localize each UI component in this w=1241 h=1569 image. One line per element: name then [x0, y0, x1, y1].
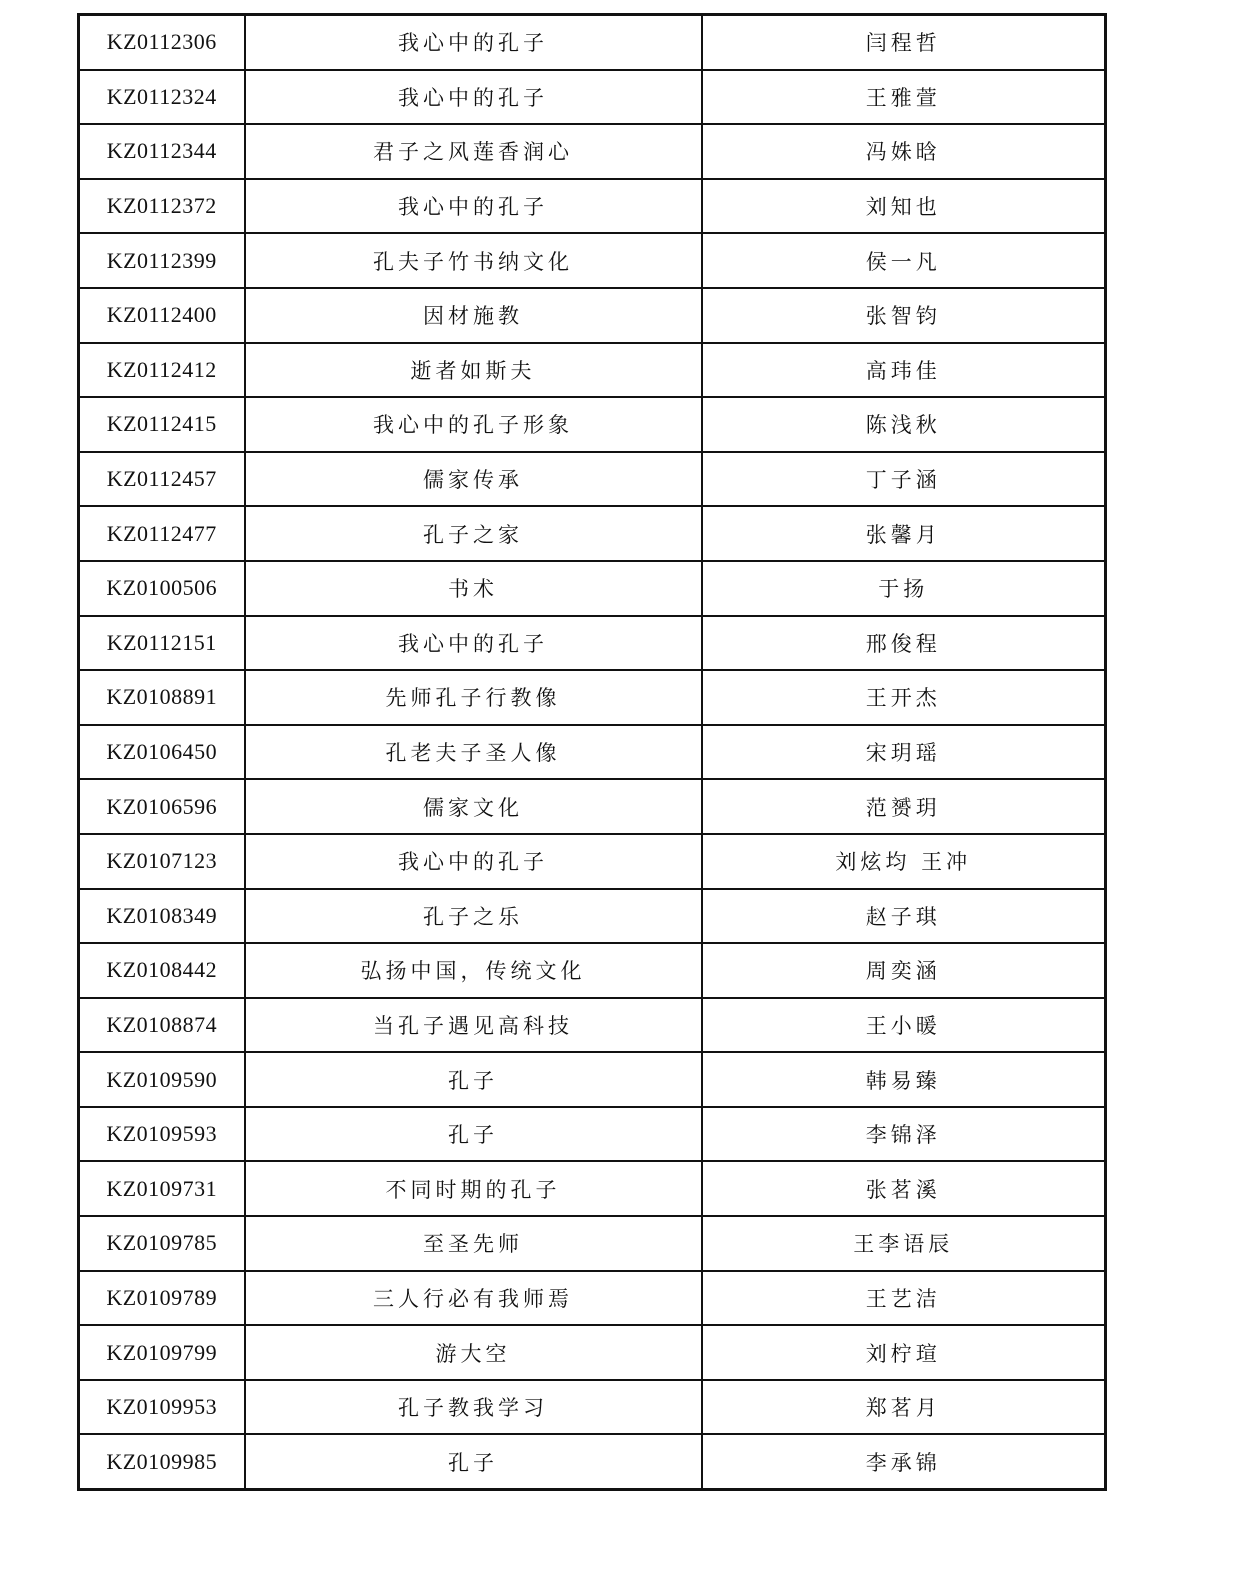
entry-id: KZ0112324: [79, 70, 245, 125]
entry-title: 我心中的孔子: [245, 15, 702, 70]
table-row: [79, 288, 1106, 343]
table-row: [79, 561, 1106, 616]
entry-author: 宋玥瑶: [702, 725, 1106, 780]
table-row: [79, 998, 1106, 1053]
entry-id: KZ0108891: [79, 670, 245, 725]
table-row: [79, 506, 1106, 561]
entry-title: 游大空: [245, 1325, 702, 1380]
entry-id: KZ0112415: [79, 397, 245, 452]
entry-author: 于扬: [702, 561, 1106, 616]
entry-id: KZ0109985: [79, 1434, 245, 1489]
entry-author: 王开杰: [702, 670, 1106, 725]
entry-author: 张智钧: [702, 288, 1106, 343]
entry-title: 孔子: [245, 1052, 702, 1107]
entries-table: [77, 13, 1107, 1491]
entry-id: KZ0106596: [79, 779, 245, 834]
entry-id: KZ0108442: [79, 943, 245, 998]
entry-id: KZ0109731: [79, 1161, 245, 1216]
entry-title: 先师孔子行教像: [245, 670, 702, 725]
table-row: [79, 616, 1106, 671]
entry-title: 君子之风莲香润心: [245, 124, 702, 179]
entry-title: 孔老夫子圣人像: [245, 725, 702, 780]
table-row: [79, 834, 1106, 889]
entry-author: 陈浅秋: [702, 397, 1106, 452]
entry-id: KZ0109590: [79, 1052, 245, 1107]
entry-title: 儒家传承: [245, 452, 702, 507]
entry-id: KZ0112400: [79, 288, 245, 343]
table-row: [79, 343, 1106, 398]
table-row: [79, 452, 1106, 507]
entry-author: 刘柠瑄: [702, 1325, 1106, 1380]
entry-title: 弘扬中国，传统文化: [245, 943, 702, 998]
entry-title: 孔子: [245, 1434, 702, 1489]
entry-author: 李承锦: [702, 1434, 1106, 1489]
table-row: [79, 1216, 1106, 1271]
entries-table-body: [79, 15, 1106, 1490]
entry-title: 三人行必有我师焉: [245, 1271, 702, 1326]
entry-id: KZ0109593: [79, 1107, 245, 1162]
entry-title: 至圣先师: [245, 1216, 702, 1271]
table-row: [79, 889, 1106, 944]
entry-author: 刘炫均 王冲: [702, 834, 1106, 889]
table-row: [79, 1107, 1106, 1162]
entry-author: 张馨月: [702, 506, 1106, 561]
entry-id: KZ0112477: [79, 506, 245, 561]
entry-id: KZ0106450: [79, 725, 245, 780]
table-row: [79, 779, 1106, 834]
entry-title: 因材施教: [245, 288, 702, 343]
entry-author: 王小暖: [702, 998, 1106, 1053]
table-row: [79, 124, 1106, 179]
entry-id: KZ0109799: [79, 1325, 245, 1380]
entry-title: 我心中的孔子: [245, 70, 702, 125]
table-row: [79, 1161, 1106, 1216]
entry-title: 当孔子遇见高科技: [245, 998, 702, 1053]
entry-title: 孔子之乐: [245, 889, 702, 944]
table-row: [79, 70, 1106, 125]
table-row: [79, 397, 1106, 452]
entry-title: 孔子: [245, 1107, 702, 1162]
entry-title: 孔夫子竹书纳文化: [245, 233, 702, 288]
table-row: [79, 943, 1106, 998]
entry-author: 赵子琪: [702, 889, 1106, 944]
entry-id: KZ0112399: [79, 233, 245, 288]
table-row: [79, 725, 1106, 780]
entry-title: 孔子教我学习: [245, 1380, 702, 1435]
table-row: [79, 179, 1106, 234]
entry-author: 丁子涵: [702, 452, 1106, 507]
entry-id: KZ0112151: [79, 616, 245, 671]
entry-author: 王雅萱: [702, 70, 1106, 125]
entry-title: 我心中的孔子形象: [245, 397, 702, 452]
table-row: [79, 15, 1106, 70]
entry-author: 侯一凡: [702, 233, 1106, 288]
entry-title: 我心中的孔子: [245, 179, 702, 234]
table-row: [79, 1434, 1106, 1489]
table-row: [79, 1380, 1106, 1435]
entry-id: KZ0107123: [79, 834, 245, 889]
entry-id: KZ0112412: [79, 343, 245, 398]
entry-author: 郑茗月: [702, 1380, 1106, 1435]
entry-title: 儒家文化: [245, 779, 702, 834]
entry-id: KZ0109789: [79, 1271, 245, 1326]
entry-author: 张茗溪: [702, 1161, 1106, 1216]
entry-author: 周奕涵: [702, 943, 1106, 998]
entry-author: 王艺洁: [702, 1271, 1106, 1326]
entry-id: KZ0112372: [79, 179, 245, 234]
entry-title: 逝者如斯夫: [245, 343, 702, 398]
table-row: [79, 670, 1106, 725]
table-row: [79, 1325, 1106, 1380]
entry-author: 闫程哲: [702, 15, 1106, 70]
entry-author: 范赟玥: [702, 779, 1106, 834]
entry-author: 李锦泽: [702, 1107, 1106, 1162]
entry-title: 我心中的孔子: [245, 834, 702, 889]
entry-title: 书术: [245, 561, 702, 616]
entry-title: 孔子之家: [245, 506, 702, 561]
entry-author: 冯姝晗: [702, 124, 1106, 179]
table-row: [79, 233, 1106, 288]
entry-author: 王李语辰: [702, 1216, 1106, 1271]
entry-author: 刘知也: [702, 179, 1106, 234]
entry-id: KZ0108874: [79, 998, 245, 1053]
entry-author: 邢俊程: [702, 616, 1106, 671]
entry-id: KZ0109785: [79, 1216, 245, 1271]
entry-id: KZ0109953: [79, 1380, 245, 1435]
entry-title: 我心中的孔子: [245, 616, 702, 671]
entry-id: KZ0112306: [79, 15, 245, 70]
entry-id: KZ0100506: [79, 561, 245, 616]
entry-author: 韩易臻: [702, 1052, 1106, 1107]
entry-id: KZ0108349: [79, 889, 245, 944]
entry-id: KZ0112344: [79, 124, 245, 179]
table-row: [79, 1052, 1106, 1107]
entry-id: KZ0112457: [79, 452, 245, 507]
table-row: [79, 1271, 1106, 1326]
entry-author: 高玮佳: [702, 343, 1106, 398]
entry-title: 不同时期的孔子: [245, 1161, 702, 1216]
